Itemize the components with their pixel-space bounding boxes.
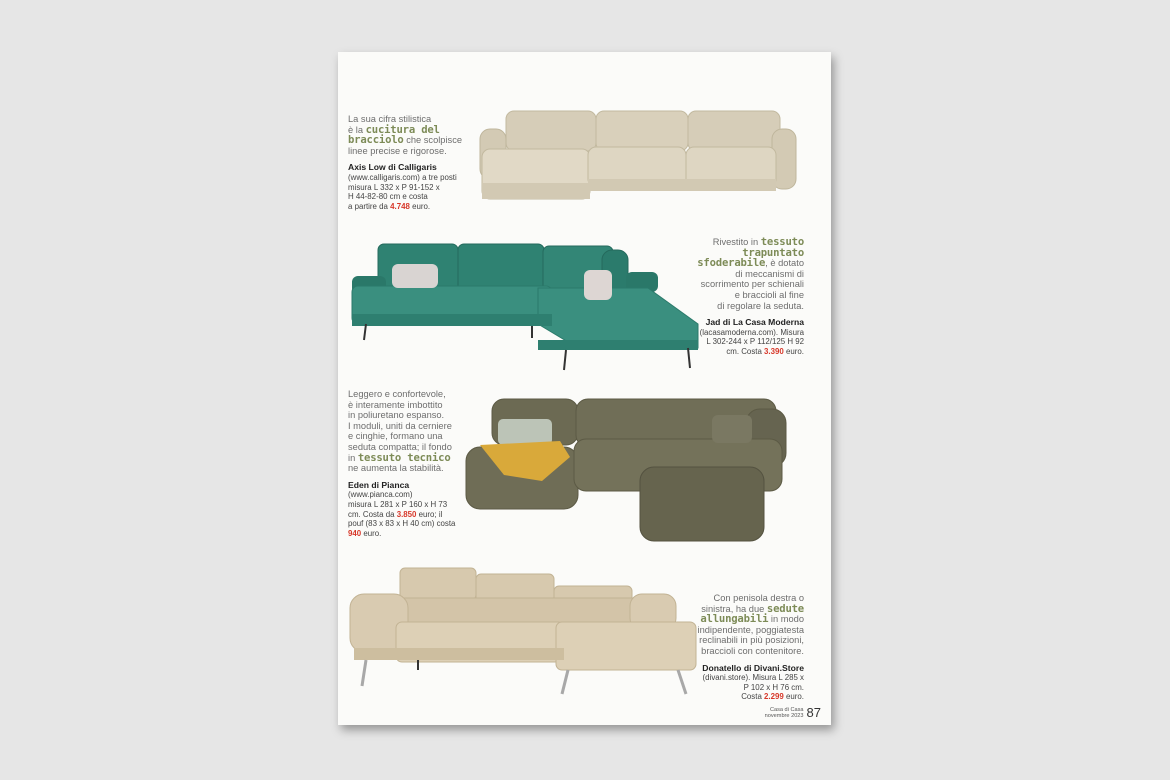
highlight-text: tessuto	[760, 236, 804, 248]
magazine-issue	[765, 707, 804, 719]
product-details: (divani.store). Misura L 285 x P 102 x H 76 cm. Costa 2.299 euro.	[702, 673, 804, 702]
magazine-page	[338, 52, 831, 725]
sofa-eden-shape	[466, 399, 786, 541]
item-eden: Leggero e confortevole, è interamente imbottito in poliuretano espanso. I moduli, uniti da cerniere e cinghie, formano una seduta compatta; il fondo in tessuto tecnico ne aumenta la stabilità. Eden di Pianca (www.pianca.com) misura L 281 x P 160 x H 73 cm. Costa da 3.850 euro; il pouf (83 x 83 x H 40 cm) costa 940 euro.	[348, 389, 456, 538]
product-details: (www.calligaris.com) a tre posti misura L 332 x P 91-152 x H 44-82-80 cm e costa a partire da 4.748 euro.	[348, 172, 457, 211]
product-details: (lacasamoderna.com). Misura L 302-244 x P 112/125 H 92 cm. Costa 3.390 euro.	[699, 327, 804, 356]
price: 940	[348, 528, 362, 538]
sofa-axis-low-image	[478, 109, 800, 201]
price: 3.390	[764, 346, 784, 356]
product-name: Jad di La Casa Moderna	[705, 317, 804, 328]
sofa-jad-shape	[352, 244, 698, 370]
page-number: 87	[806, 705, 821, 720]
sofa-axis-low-shape	[480, 111, 796, 199]
highlight-text: trapuntato	[742, 246, 804, 259]
sofa-donatello-shape	[350, 568, 696, 694]
highlight-text: allungabili	[700, 613, 769, 626]
product-details: (www.pianca.com) misura L 281 x P 160 x H 73 cm. Costa da 3.850 euro; il pouf (83 x 83 x H 40 cm) costa 940 euro.	[348, 490, 456, 538]
highlight-text: bracciolo	[348, 134, 404, 147]
item-axis-low: La sua cifra stilistica è la cucitura del bracciolo che scolpisce linee precise e rigorose. Axis Low di Calligaris (www.calligaris.com) a tre posti misura L 332 x P 91-152 x H 44-82-80 cm e costa a partire da 4.748 euro.	[348, 114, 463, 211]
price: 2.299	[764, 692, 784, 702]
price: 3.850	[396, 509, 417, 519]
sofa-donatello-image	[348, 566, 703, 698]
caption-text: La sua cifra stilistica	[348, 114, 432, 124]
highlight-text: sedute	[766, 602, 804, 615]
item-jad: Rivestito in tessuto trapuntato sfoderabile, è dotato di meccanismi di scorrimento per schienali e braccioli al fine di regolare la seduta. Jad di La Casa Moderna (lacasamoderna.com). Misura L 302-244 x P 112/125 H 92 cm. Costa 3.390 euro.	[697, 236, 804, 356]
product-name: Eden di Pianca	[348, 479, 410, 490]
issue-date: novembre 2023	[764, 713, 804, 719]
price: 4.748	[390, 201, 410, 211]
page-folio	[765, 706, 821, 719]
highlight-text: cucitura del	[365, 123, 440, 136]
item-donatello: Con penisola destra o sinistra, ha due sedute allungabili in modo indipendente, poggiatesta reclinabili in più posizioni, braccioli con contenitore. Donatello di Divani.Store (divani.store). Misura L 285 x P 102 x H 76 cm. Costa 2.299 euro.	[697, 593, 804, 702]
product-name: Axis Low di Calligaris	[348, 162, 437, 173]
magazine-name: Casa di Casa	[769, 707, 804, 713]
sofa-jad-image	[348, 240, 703, 375]
highlight-text: sfoderabile	[697, 257, 766, 270]
sofa-eden-image	[464, 397, 790, 545]
product-name: Donatello di Divani.Store	[702, 662, 804, 673]
highlight-text: tessuto tecnico	[357, 451, 451, 464]
